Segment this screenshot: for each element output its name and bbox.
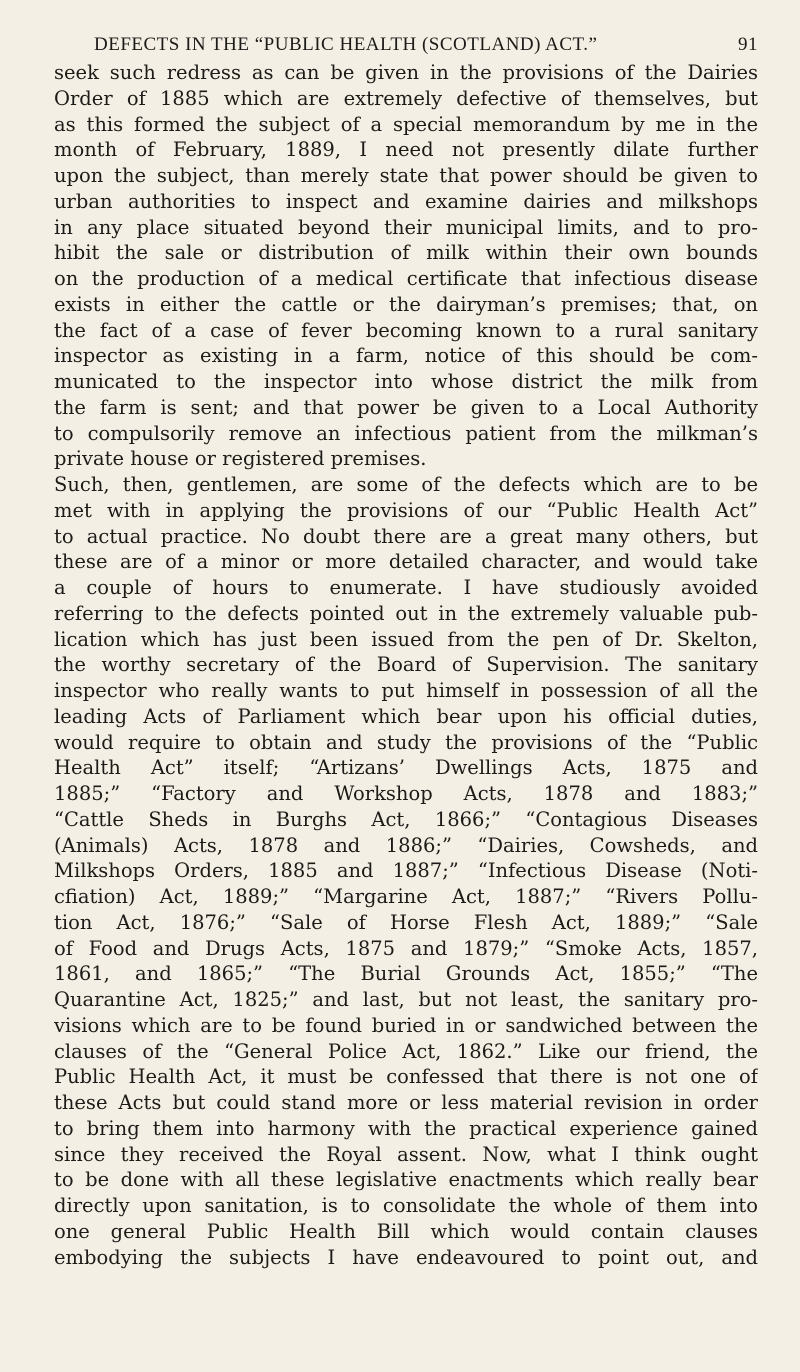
text-line: (Animals) Acts, 1878 and 1886;” “Dairies, Cowsheds, and xyxy=(54,833,758,857)
text-line: these Acts but could stand more or less material revision in order xyxy=(54,1091,758,1114)
text-line: upon the subject, than merely state that power should be given to xyxy=(54,164,758,187)
text-line: Quarantine Act, 1825;” and last, but not least, the sanitary pro- xyxy=(54,988,758,1011)
running-title: DEFECTS IN THE “PUBLIC HEALTH (SCOTLAND) ACT.” xyxy=(94,34,598,55)
text-line: 1861, and 1865;” “The Burial Grounds Act, 1855;” “The xyxy=(54,962,758,986)
text-line: Public Health Act, it must be confessed that there is not one of xyxy=(54,1065,758,1089)
text-line: tion Act, 1876;” “Sale of Horse Flesh Act, 1889;” “Sale xyxy=(54,910,758,934)
text-line: to be done with all these legislative enactments which really bear xyxy=(54,1168,758,1192)
text-line: in any place situated beyond their municipal limits, and to pro- xyxy=(54,215,758,239)
text-line: since they received the Royal assent. Now, what I think ought xyxy=(54,1142,758,1166)
text-line: private house or registered premises. xyxy=(54,447,427,471)
text-line: one general Public Health Bill which would contain clauses xyxy=(54,1219,758,1243)
text-line: to actual practice. No doubt there are a great many others, but xyxy=(54,524,758,548)
text-line: as this formed the subject of a special memorandum by me in the xyxy=(54,112,758,136)
text-line: Such, then, gentlemen, are some of the defects which are to be xyxy=(54,473,758,496)
text-line: seek such redress as can be given in the provisions of the Dairies xyxy=(54,61,758,84)
text-line: Health Act” itself; “Artizans’ Dwellings Acts, 1875 and xyxy=(54,756,758,780)
text-line: to compulsorily remove an infectious patient from the milkman’s xyxy=(54,421,758,445)
text-line: met with in applying the provisions of our “Public Health Act” xyxy=(54,498,758,522)
text-line: hibit the sale or distribution of milk within their own bounds xyxy=(54,241,758,265)
text-line: lication which has just been issued from the pen of Dr. Skelton, xyxy=(54,627,758,651)
text-line: would require to obtain and study the provisions of the “Public xyxy=(54,730,758,754)
text-line: visions which are to be found buried in or sandwiched between the xyxy=(54,1013,758,1037)
text-line: referring to the defects pointed out in the extremely valuable pub- xyxy=(54,601,758,625)
text-line: the farm is sent; and that power be given to a Local Authority xyxy=(54,395,758,419)
text-line: exists in either the cattle or the dairyman’s premises; that, on xyxy=(54,292,758,316)
text-line: the worthy secretary of the Board of Supervision. The sanitary xyxy=(54,653,758,677)
running-head xyxy=(54,0,758,60)
text-line: leading Acts of Parliament which bear upon his official duties, xyxy=(54,704,758,728)
body-text xyxy=(54,60,758,1270)
text-line: Order of 1885 which are extremely defective of themselves, but xyxy=(54,86,758,110)
text-line: these are of a minor or more detailed character, and would take xyxy=(54,550,758,574)
text-line: 1885;” “Factory and Workshop Acts, 1878 and 1883;” xyxy=(54,782,758,805)
text-line: the fact of a case of fever becoming known to a rural sanitary xyxy=(54,318,758,342)
text-line: urban authorities to inspect and examine dairies and milkshops xyxy=(54,189,758,213)
text-line: clauses of the “General Police Act, 1862.” Like our friend, the xyxy=(54,1039,758,1063)
text-line: inspector who really wants to put himself in possession of all the xyxy=(54,679,758,702)
text-line: on the production of a medical certificate that infectious disease xyxy=(54,267,758,290)
text-line: embodying the subjects I have endeavoured to point out, and xyxy=(54,1245,758,1269)
text-line: municated to the inspector into whose district the milk from xyxy=(54,370,758,393)
text-line: of Food and Drugs Acts, 1875 and 1879;” “Smoke Acts, 1857, xyxy=(54,936,758,960)
text-line: month of February, 1889, I need not presently dilate further xyxy=(54,138,758,162)
text-line: a couple of hours to enumerate. I have studiously avoided xyxy=(54,576,758,599)
page-number: 91 xyxy=(738,34,758,55)
text-line: Milkshops Orders, 1885 and 1887;” “Infectious Disease (Noti- xyxy=(54,859,758,883)
text-line: inspector as existing in a farm, notice of this should be com- xyxy=(54,344,758,368)
text-line: directly upon sanitation, is to consolidate the whole of them into xyxy=(54,1194,758,1217)
text-line: to bring them into harmony with the practical experience gained xyxy=(54,1116,758,1140)
text-line: cfiation) Act, 1889;” “Margarine Act, 1887;” “Rivers Pollu- xyxy=(54,885,758,908)
text-line: “Cattle Sheds in Burghs Act, 1866;” “Contagious Diseases xyxy=(54,807,758,831)
